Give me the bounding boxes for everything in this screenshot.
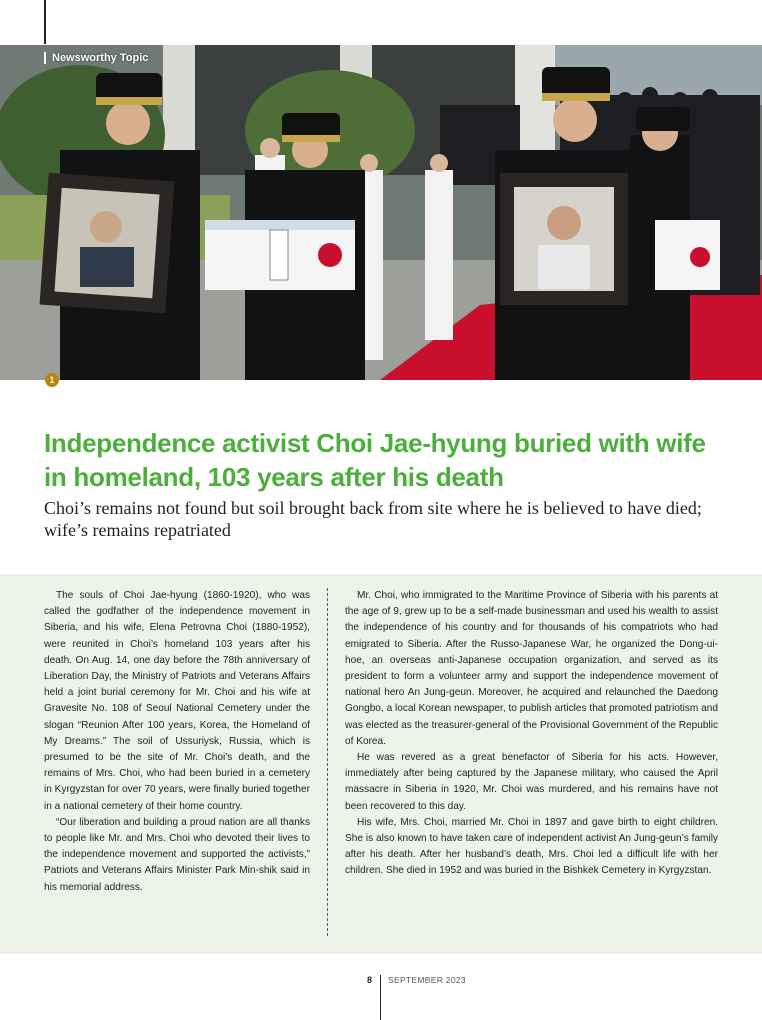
body-column-right [345,588,718,880]
body-paragraph: “Our liberation and building a proud nation are all thanks to people like Mr. and Mrs. Choi who devoted their lives to the independence movement and supported the activists,” Patriots and Veterans Affairs Minister Park Min-shik said in his memorial address. [44,816,310,893]
body-column-left [44,588,310,896]
ceremony-illustration [0,45,762,380]
body-paragraph: Mr. Choi, who immigrated to the Maritime Province of Siberia with his parents at the age of 9, grew up to be a self-made businessman and used his wealth to assist the independence of his country and for thousands of his compatriots who had emigrated to Siberia. After the Russo-Japanese War, he organized the Dong-ui-hoe, an overseas anti-Japanese occupation organization, and served as its president to form a volunteer army and support the independence movement of national hero An Jung-geun. Moreover, he acquired and relaunched the Daedong Gongbo, a local Korean newspaper, to publish articles that promoted patriotism and was elected as the treasurer-general of the Provisional Government of the Republic of Korea. [345,590,718,747]
body-paragraph: He was revered as a great benefactor of Siberia for his acts. However, immediately after being captured by the Japanese military, who caused the April massacre in Siberia in 1920, Mr. Choi was murdered, and his remains have not been recovered to this day. [345,752,718,812]
section-label: Newsworthy Topic [44,52,148,64]
pillar [163,45,195,155]
portrait-frame-icon [500,173,628,305]
body-paragraph: His wife, Mrs. Choi, married Mr. Choi in 1897 and gave birth to eight children. She is also known to have taken care of independent activist An Jung-geun’s family after his death. After her husband’s death, Mrs. Choi led a difficult life with her children. She died in 1952 and was buried in the Bishkek Cemetery in Kyrgyzstan. [345,816,718,877]
column-divider [327,588,328,936]
top-rule [44,0,46,44]
flag-draped-urn-icon [655,220,720,290]
body-paragraph: The souls of Choi Jae-hyung (1860-1920), who was called the godfather of the independence movement in Siberia, and his wife, Elena Petrovna Choi (1880-1952), were reunited in Choi’s homeland 103 years after his death. On Aug. 14, one day before the 78th anniversary of Liberation Day, the Ministry of Patriots and Veterans Affairs held a joint burial ceremony for Mr. Choi and his wife at Gravesite No. 108 of Seoul National Cemetery under the slogan “Reunion After 100 years, Korea, the Homeland of My Dreams.” The soil of Ussuriysk, Russia, which is presumed to be the site of Mr. Choi’s death, and the remains of Mrs. Choi, who had been buried in a cemetery in Kyrgyzstan for over 70 years, were finally buried together in a national cemetery of their home country. [44,590,310,812]
photo-number-badge: 1 [45,373,59,387]
article-headline: Independence activist Choi Jae-hyung buried with wife in homeland, 103 years after his death [44,428,706,492]
portrait-frame-icon [40,173,175,313]
page-number: 8 [367,975,373,985]
footer-rule [380,975,381,1020]
ceremony-photo [0,45,762,380]
flag-draped-urn-icon [205,220,355,290]
article-subhead: Choi’s remains not found but soil brought back from site where he is believed to have died; wife’s remains repatriated [44,498,702,540]
issue-date: SEPTEMBER 2023 [388,975,466,985]
